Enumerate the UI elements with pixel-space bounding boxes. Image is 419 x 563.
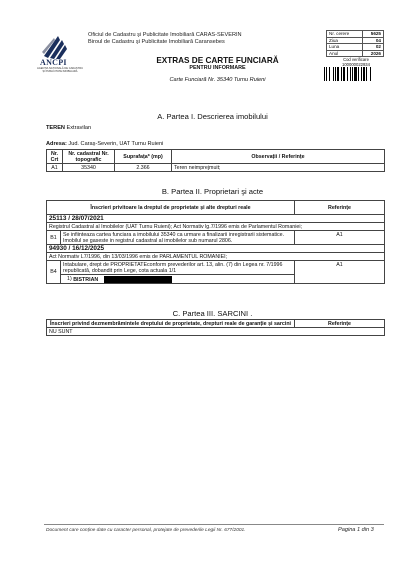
entry-1-ref: A1 [295, 231, 385, 245]
entry-1-title: 25113 / 28/07/2021 [47, 215, 385, 223]
cell-nr: A1 [47, 164, 63, 172]
barcode-bar [363, 67, 365, 81]
request-row [327, 50, 384, 57]
request-row [327, 31, 384, 38]
teren-value: Extravilan [66, 125, 92, 131]
entry-2-nr: B4 [47, 261, 61, 284]
part2-title: B. Partea II. Proprietari şi acte [161, 187, 264, 196]
entry-2-ref: A1 [295, 261, 385, 284]
part3-value: NU SUNT [47, 328, 385, 336]
request-label: Ziua [327, 37, 363, 44]
teren-label: TEREN [46, 125, 65, 131]
entry-2-act: Act Normativ L7/1996, din 13/03/1996 emis de PARLAMENTUL ROMANIEI; [47, 253, 385, 261]
barcode-bar [337, 67, 339, 81]
part2-header-row [47, 201, 385, 215]
office-line-2: Biroul de Cadastru şi Publicitate Imobiliară Caransebes [88, 39, 225, 45]
barcode-bar [343, 67, 345, 81]
document-subtitle: PENTRU INFORMARE [189, 65, 246, 71]
barcode-bar [341, 67, 342, 81]
part2-header-main: Înscrieri privitoare la dreptul de proprietate și alte drepturi reale [47, 201, 295, 215]
col-suprafata-header: Suprafața* (mp) [115, 150, 172, 164]
part2-header-ref: Referințe [295, 201, 385, 215]
col-cadastral-header: Nr. cadastral Nr. topografic [63, 150, 115, 164]
entry-1-nr: B1 [47, 231, 61, 245]
barcode-bar [335, 67, 336, 81]
barcode-bar [358, 67, 359, 81]
barcode-bar [329, 67, 330, 81]
part3-header-ref: Referințe [295, 320, 385, 328]
col-nr-header: Nr. Crt [47, 150, 63, 164]
request-label: Luna [327, 44, 363, 51]
adresa-line [46, 141, 163, 147]
barcode-bar [350, 67, 351, 81]
owner-name: BISTRIAN [73, 276, 99, 283]
part1-header-row [47, 150, 385, 164]
barcode-bar [354, 67, 356, 81]
redaction-bar [104, 276, 172, 283]
part3-table [46, 319, 385, 336]
barcode-bar [370, 67, 372, 81]
table-row [47, 261, 385, 275]
entry-1-text: Se infiinteaza cartea funciara a imobilului 35340 ca urmare a finalizarii inregistrarii sistematice. Imobilul se gaseste in registrul cadastral al imobilelor sub numarul 2806. [61, 231, 295, 245]
office-line-1: Oficiul de Cadastru şi Publicitate Imobiliară CARAS-SEVERIN [88, 32, 242, 38]
carte-funciara-number: Carte Funciară Nr. 35340 Turnu Ruieni [169, 77, 266, 83]
adresa-value: Jud. Caraș-Severin, UAT Turnu Ruieni [68, 141, 164, 147]
request-value: 5625 [362, 31, 384, 38]
entry-title-row [47, 215, 385, 223]
barcode-icon [324, 67, 386, 81]
part1-table [46, 149, 385, 172]
verification-code-value: 100000022934 [342, 61, 370, 67]
request-value: 02 [362, 44, 384, 51]
logo-subtitle: AGENȚIA NAȚIONALĂ DE CADASTRU ȘI PUBLICITATE IMOBILIARĂ [37, 67, 83, 73]
part3-header-main: Înscrieri privind dezmembrămintele dreptului de proprietate, drepturi reale de garanție și sarcini [47, 320, 295, 328]
entry-title-row [47, 245, 385, 253]
office-block [88, 32, 242, 46]
owner-cell [61, 275, 295, 284]
entry-2-title: 94930 / 16/12/2025 [47, 245, 385, 253]
barcode-bar [366, 67, 367, 81]
barcode-bar [326, 67, 328, 81]
part1-title: A. Partea I. Descrierea imobilului [157, 112, 268, 121]
table-row [47, 328, 385, 336]
request-label: Nr. cerere [327, 31, 363, 38]
logo-text: ANCPI [40, 58, 67, 67]
page-number: Pagina 1 din 3 [338, 527, 374, 533]
cell-observatii: Teren neimprejmuit; [172, 164, 385, 172]
request-row [327, 44, 384, 51]
adresa-label: Adresa: [46, 141, 67, 147]
teren-line [46, 125, 91, 131]
part3-header-row [47, 320, 385, 328]
entry-2-text: Intabulare, drept de PROPRIETATEconform prevederilor art. 13, alin. (7) din Legea nr. 7/1996 republicată, dobandit prin Lege, cota actuala 1/1 [61, 261, 295, 275]
col-observatii-header: Observații / Referințe [172, 150, 385, 164]
table-row [47, 164, 385, 172]
barcode-bar [347, 67, 348, 81]
verification-code-label: Cod verificare [343, 57, 369, 62]
part3-title: C. Partea III. SARCINI . [172, 309, 253, 318]
document-title: EXTRAS DE CARTE FUNCIARĂ [156, 56, 279, 65]
entry-1-act: Registrul Cadastral al Imobilelor (UAT Turnu Ruieni); Act Normativ lg.7/1996 emis de Parlamentul Romaniei; [47, 223, 385, 231]
barcode-bar [352, 67, 354, 81]
part2-table [46, 200, 385, 284]
footer-divider [44, 524, 384, 525]
barcode-bar [324, 67, 325, 81]
request-label: Anul [327, 50, 363, 57]
footer-note: Document care conține date cu caracter personal, protejate de prevederile Legii Nr. 677/2001. [46, 528, 246, 533]
request-value: 04 [362, 37, 384, 44]
barcode-bar [333, 67, 334, 81]
request-row [327, 37, 384, 44]
entry-act-row [47, 223, 385, 231]
cell-cadastral: 35340 [63, 164, 115, 172]
table-row [47, 231, 385, 245]
cell-suprafata: 2.366 [115, 164, 172, 172]
verification-code [326, 58, 386, 67]
barcode-bar [361, 67, 362, 81]
owner-index: 1) [67, 276, 72, 283]
entry-act-row [47, 253, 385, 261]
request-value: 2026 [362, 50, 384, 57]
request-info-box [326, 30, 384, 57]
